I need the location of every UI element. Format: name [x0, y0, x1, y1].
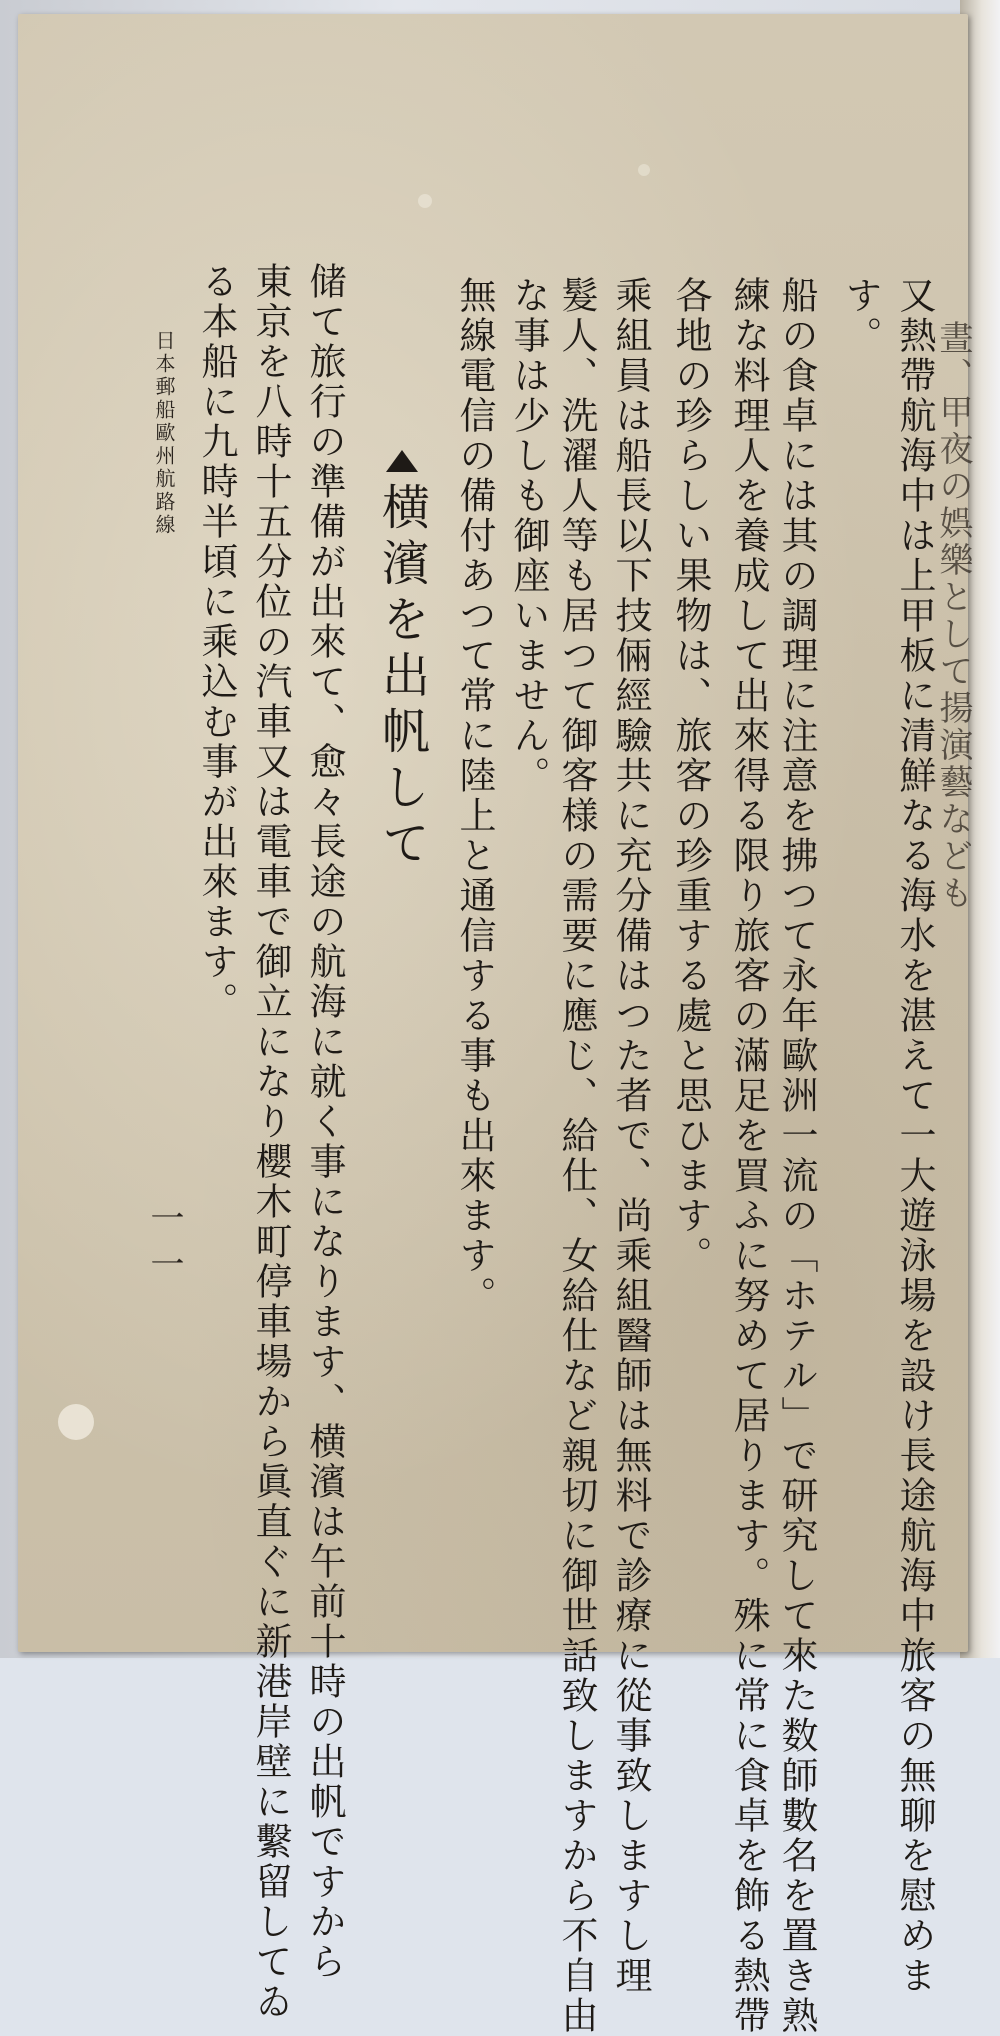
- text-column-8: な事は少しも御座いません。: [507, 276, 550, 796]
- text-column-1: 又熱帶航海中は上甲板に清鮮なる海水を湛えて一大遊泳場を設け長途航海中旅客の無聊を慰めま: [893, 276, 936, 1996]
- paper-stain: [418, 194, 432, 208]
- text-column-2: す。: [839, 276, 882, 356]
- text-column-10: 储て旅行の準備が出來て、愈々長途の航海に就く事になります、横濱は午前十時の出帆ですから: [303, 262, 346, 1982]
- text-column-11: 東京を八時十五分位の汽車又は電車で御立になり櫻木町停車場から眞直ぐに新港岸壁に繫留してゐ: [249, 262, 292, 2022]
- text-column-7: 髮人、洗濯人等も居つて御客様の需要に應じ、給仕、女給仕など親切に御世話致しますから不自由: [555, 276, 598, 2036]
- paper-stain: [58, 1404, 94, 1440]
- text-column-3: 船の食卓には其の調理に注意を拂つて永年歐洲一流の「ホテル」で研究して來た数師數名を置き熟: [775, 276, 818, 2036]
- cut-off-column: [958, 320, 978, 880]
- triangle-icon: [386, 450, 418, 472]
- publisher-credit: 日本郵船歐州航路線: [152, 330, 176, 537]
- paper-stain: [638, 164, 650, 176]
- section-heading: [372, 450, 432, 874]
- section-heading-text: 横濱を出帆して: [373, 482, 430, 874]
- page-number: 一一: [144, 1200, 184, 1292]
- text-column-6: 乘組員は船長以下技倆經驗共に充分備はつた者で、尚乘組醫師は無料で診療に從事致しますし理: [609, 276, 652, 1996]
- text-column-4: 練な料理人を養成して出來得る限り旅客の滿足を買ふに努めて居ります。殊に常に食卓を飾る熱帶: [727, 276, 770, 2036]
- text-column-12: る本船に九時半頃に乘込む事が出來ます。: [195, 262, 238, 1022]
- text-column-9: 無線電信の備付あつて常に陸上と通信する事も出來ます。: [453, 276, 496, 1316]
- text-column-5: 各地の珍らしい果物は、旅客の珍重する處と思ひます。: [669, 276, 712, 1276]
